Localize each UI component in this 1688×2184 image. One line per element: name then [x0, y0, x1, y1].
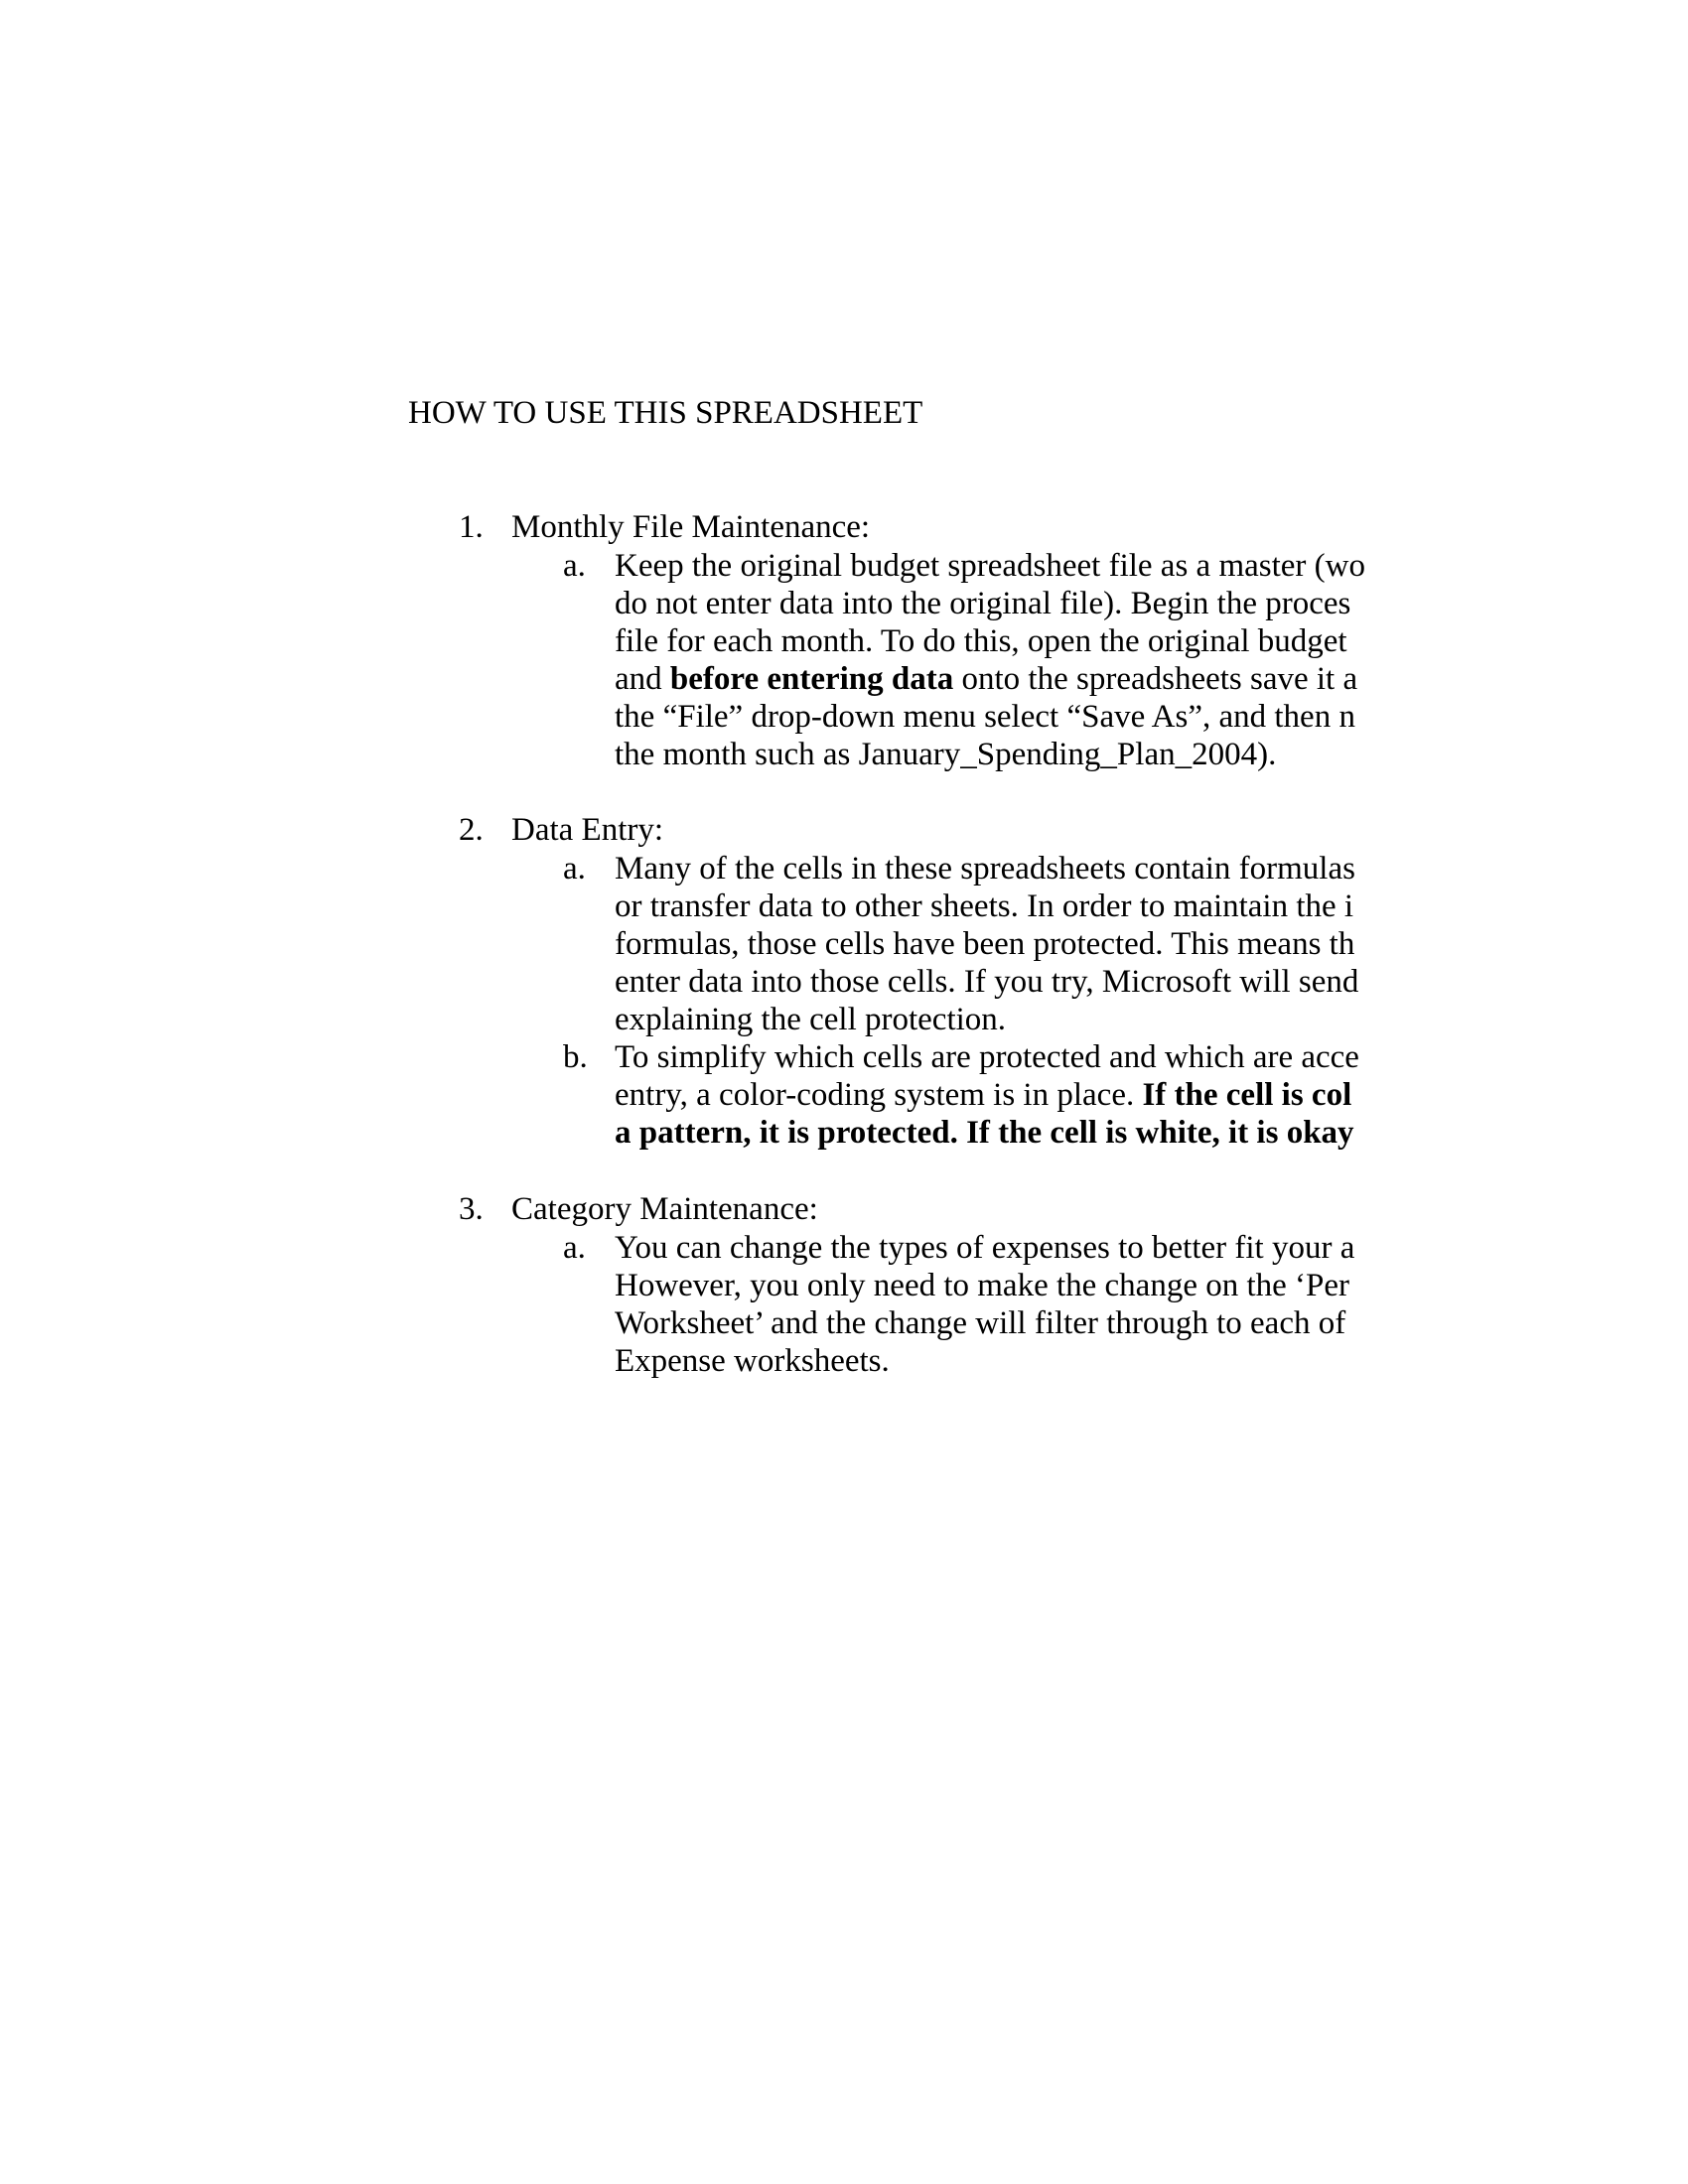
text-run: the “File” drop-down menu select “Save As”, and then n	[615, 699, 1355, 735]
text-line	[615, 925, 1388, 963]
text-run: Many of the cells in these spreadsheets contain formulas	[615, 851, 1355, 887]
text-run: and	[615, 661, 670, 697]
text-line	[615, 963, 1388, 1001]
text-run: Expense worksheets.	[615, 1343, 890, 1379]
text-run: file for each month. To do this, open the original budget	[615, 623, 1347, 659]
text-run: To simplify which cells are protected and which are acce	[615, 1039, 1359, 1075]
page-title: HOW TO USE THIS SPREADSHEET	[408, 395, 923, 431]
text-run: However, you only need to make the change on the ‘Per	[615, 1268, 1350, 1303]
text-run: Keep the original budget spreadsheet file as a master (wo	[615, 548, 1365, 584]
section-heading: Category Maintenance:	[511, 1191, 818, 1227]
section-heading: Data Entry:	[511, 812, 664, 848]
section-number: 2.	[459, 812, 484, 848]
item-text	[615, 850, 1388, 1038]
text-line	[615, 1001, 1388, 1038]
item-letter: a.	[563, 851, 586, 887]
bold-text-run: before entering data	[669, 661, 954, 697]
text-line	[615, 585, 1388, 622]
text-run: entry, a color-coding system is in place.	[615, 1077, 1143, 1113]
text-run: Worksheet’ and the change will filter through to each of	[615, 1305, 1346, 1341]
text-run: You can change the types of expenses to better fit your a	[615, 1230, 1355, 1266]
section-number: 3.	[459, 1191, 484, 1227]
text-line	[615, 736, 1388, 773]
text-line	[615, 1076, 1388, 1114]
text-run: formulas, those cells have been protected. This means th	[615, 926, 1355, 962]
text-run: explaining the cell protection.	[615, 1002, 1007, 1037]
text-line	[615, 1114, 1388, 1152]
text-line	[615, 622, 1388, 660]
text-line	[615, 1304, 1388, 1342]
item-letter: b.	[563, 1039, 588, 1075]
text-line	[615, 850, 1388, 887]
item-letter: a.	[563, 1230, 586, 1266]
bold-text-run: a pattern, it is protected. If the cell is white, it is okay	[615, 1115, 1354, 1151]
text-run: enter data into those cells. If you try, Microsoft will send	[615, 964, 1359, 1000]
text-line	[615, 1342, 1388, 1380]
section-heading: Monthly File Maintenance:	[511, 509, 871, 545]
bold-text-run: If the cell is col	[1142, 1077, 1352, 1113]
text-run: the month such as January_Spending_Plan_2004).	[615, 737, 1277, 772]
text-run: or transfer data to other sheets. In order to maintain the i	[615, 888, 1354, 924]
text-line	[615, 660, 1388, 698]
text-run: onto the spreadsheets save it a	[953, 661, 1358, 697]
item-letter: a.	[563, 548, 586, 584]
item-text	[615, 547, 1388, 773]
section-number: 1.	[459, 509, 484, 545]
text-line	[615, 698, 1388, 736]
item-text	[615, 1038, 1388, 1152]
text-line	[615, 547, 1388, 585]
text-line	[615, 1038, 1388, 1076]
item-text	[615, 1229, 1388, 1380]
text-line	[615, 1267, 1388, 1304]
text-line	[615, 887, 1388, 925]
text-line	[615, 1229, 1388, 1267]
text-run: do not enter data into the original file). Begin the proces	[615, 586, 1351, 621]
